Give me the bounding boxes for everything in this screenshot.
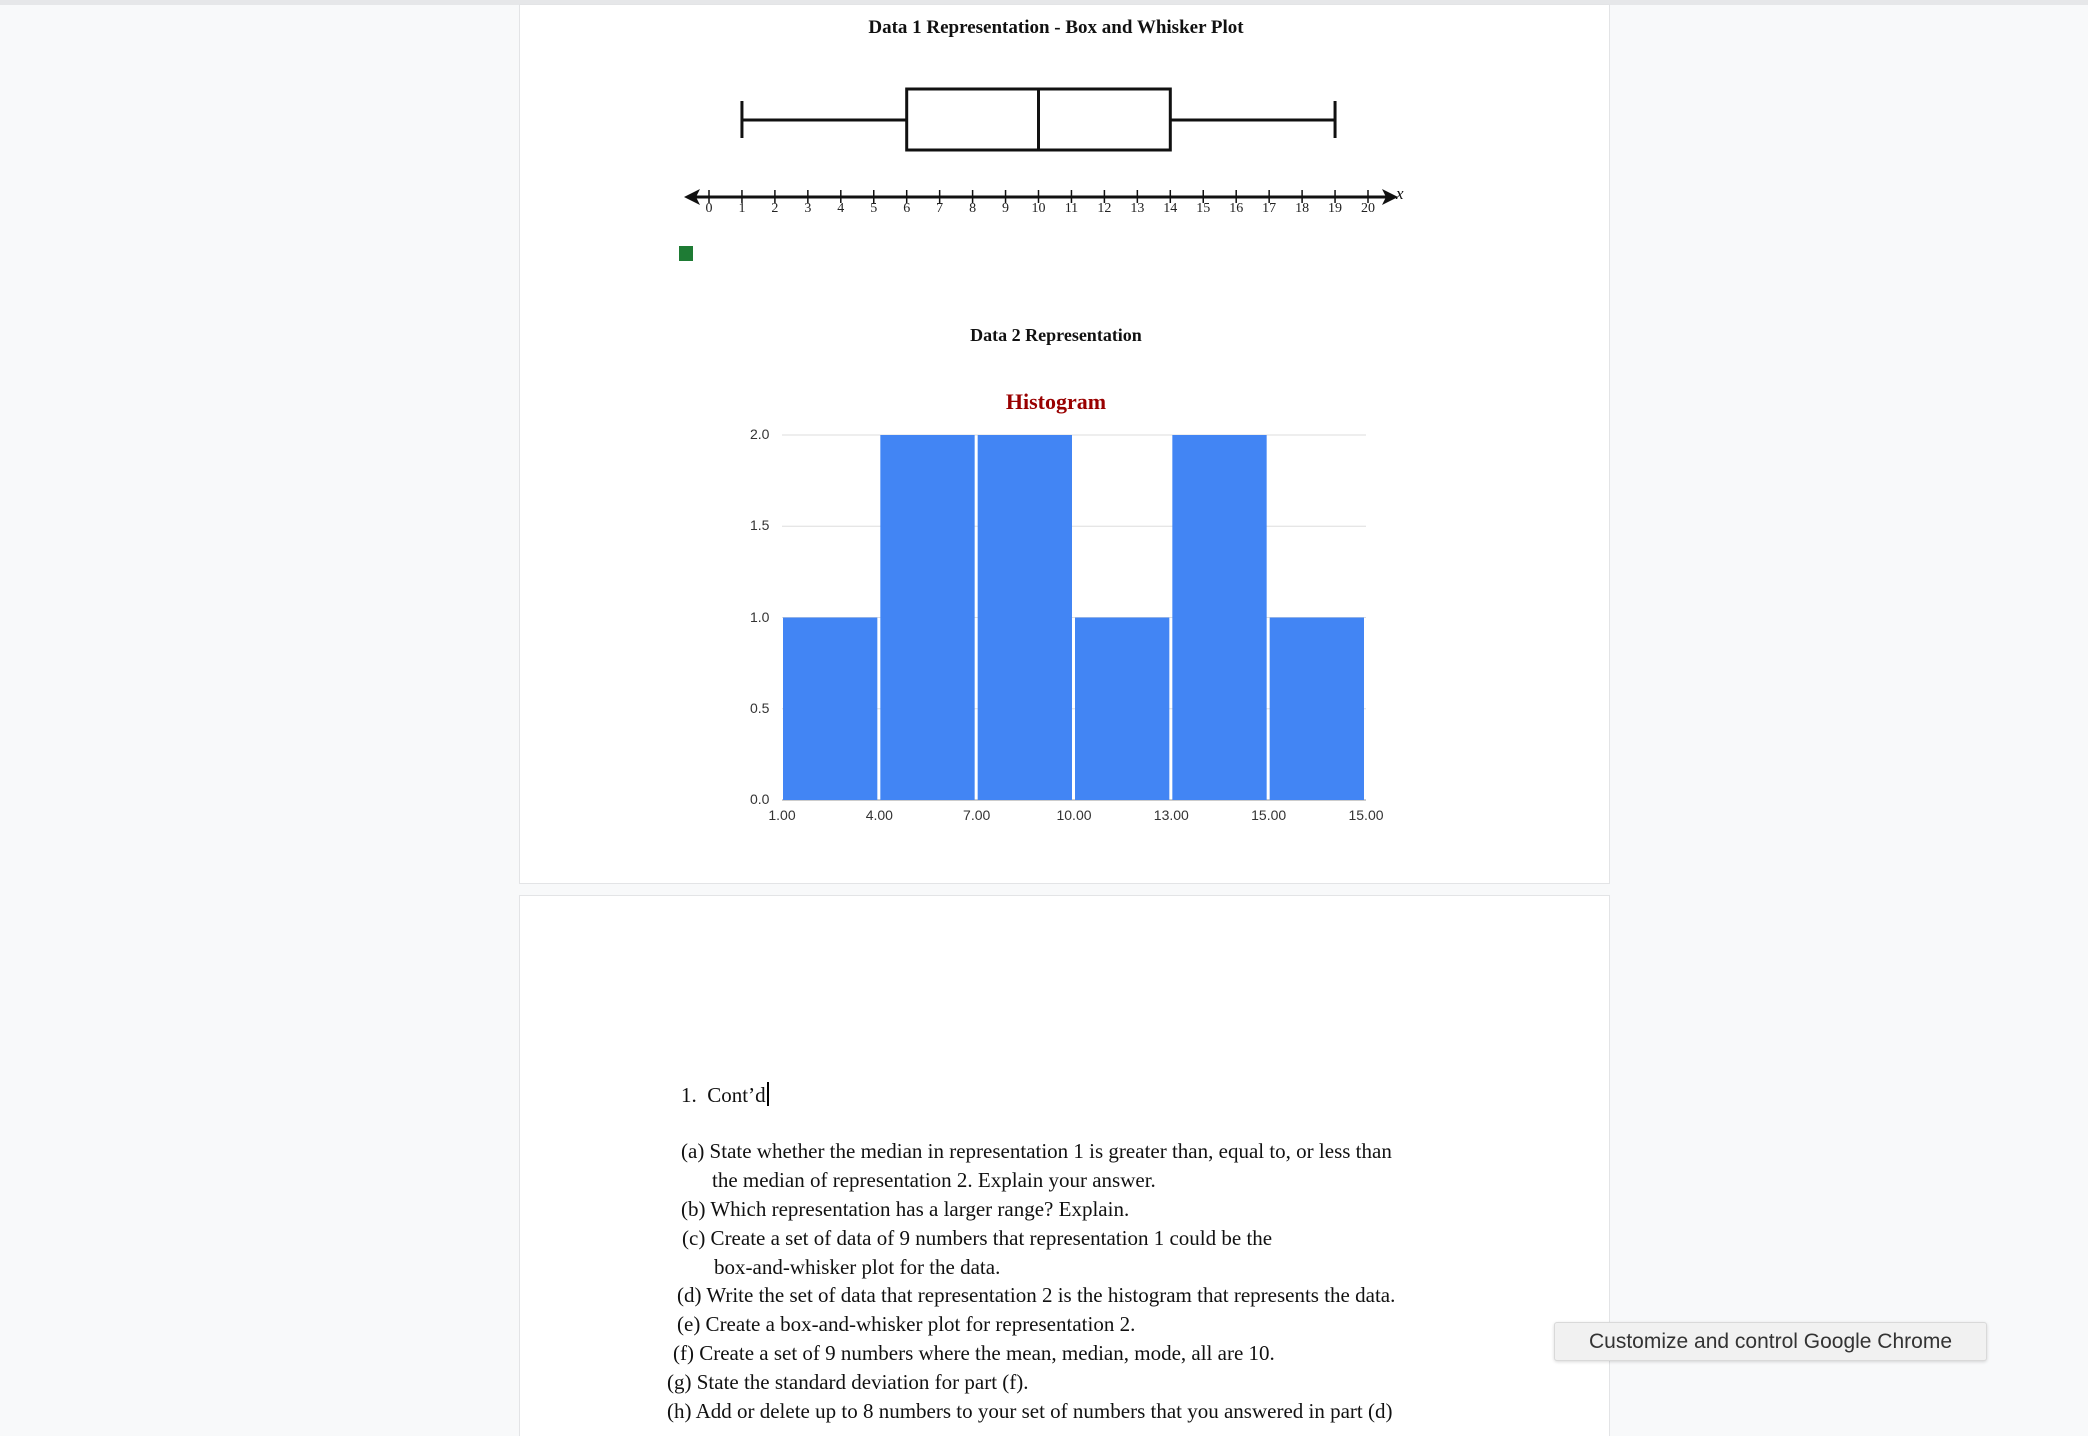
histogram-bar <box>1075 618 1169 801</box>
box-plot-title: Data 1 Representation - Box and Whisker Plot <box>868 17 1244 38</box>
axis-tick-label: 12 <box>1097 201 1112 216</box>
histogram-bar <box>1270 618 1364 801</box>
histogram-bar <box>978 435 1072 800</box>
axis-tick-label: 14 <box>1163 201 1178 216</box>
axis-tick-label: 2 <box>771 201 779 216</box>
question-c-cont: box-and-whisker plot for the data. <box>714 1255 1001 1279</box>
histogram-section-title: Data 2 Representation <box>970 325 1142 345</box>
x-tick-label: 15.00 <box>1251 807 1287 823</box>
histogram-title: Histogram <box>1005 389 1107 414</box>
axis-tick-label: 8 <box>969 201 977 216</box>
histogram-bar <box>1172 435 1266 800</box>
axis-tick-label: 16 <box>1229 201 1244 216</box>
x-tick-label: 10.00 <box>1056 807 1092 823</box>
x-tick-label: 15.00 <box>1348 807 1384 823</box>
question-heading[interactable] <box>681 1082 769 1108</box>
chrome-menu-tooltip: Customize and control Google Chrome <box>1554 1322 1987 1361</box>
axis-tick-label: 11 <box>1064 201 1079 216</box>
question-d: (d) Write the set of data that representation 2 is the histogram that represents the data. <box>677 1283 1396 1307</box>
axis-tick-label: 13 <box>1130 201 1145 216</box>
x-tick-label: 13.00 <box>1153 807 1189 823</box>
y-tick-label: 0.0 <box>750 791 770 807</box>
y-tick-label: 1.0 <box>750 608 770 625</box>
question-a: (a) State whether the median in representation 1 is greater than, equal to, or less than <box>681 1139 1392 1163</box>
axis-tick-label: 15 <box>1196 201 1211 216</box>
heading-text: Cont’d <box>707 1083 766 1107</box>
question-e: (e) Create a box-and-whisker plot for representation 2. <box>677 1312 1136 1336</box>
question-h: (h) Add or delete up to 8 numbers to your set of numbers that you answered in part (d) <box>667 1399 1393 1423</box>
question-a-cont: the median of representation 2. Explain your answer. <box>712 1168 1156 1192</box>
y-tick-label: 0.5 <box>750 699 770 716</box>
question-f: (f) Create a set of 9 numbers where the mean, median, mode, all are 10. <box>673 1341 1275 1365</box>
axis-variable-label: x <box>1396 184 1404 203</box>
heading-number: 1. <box>681 1083 697 1107</box>
question-c: (c) Create a set of data of 9 numbers that representation 1 could be the <box>682 1226 1273 1250</box>
axis-tick-label: 6 <box>903 201 911 216</box>
x-tick-label: 4.00 <box>865 807 893 823</box>
axis-tick-label: 10 <box>1031 201 1046 216</box>
axis-tick-label: 3 <box>804 201 812 216</box>
text-cursor <box>767 1082 769 1106</box>
histogram-bar <box>880 435 974 800</box>
axis-tick-label: 4 <box>837 201 845 216</box>
axis-tick-label: 9 <box>1002 201 1010 216</box>
question-b: (b) Which representation has a larger range? Explain. <box>681 1197 1130 1221</box>
axis-tick-label: 20 <box>1361 201 1375 216</box>
axis-tick-label: 1 <box>738 201 746 216</box>
axis-tick-label: 7 <box>936 201 944 216</box>
axis-tick-label: 17 <box>1262 201 1277 216</box>
x-tick-label: 1.00 <box>768 807 796 823</box>
axis-tick-label: 0 <box>705 201 713 216</box>
y-tick-label: 1.5 <box>750 517 770 534</box>
axis-tick-label: 19 <box>1328 201 1343 216</box>
axis-tick-label: 5 <box>870 201 878 216</box>
histogram-bar <box>783 618 877 801</box>
axis-tick-label: 18 <box>1295 201 1310 216</box>
y-tick-label: 2.0 <box>750 426 770 442</box>
question-g: (g) State the standard deviation for part (f). <box>667 1370 1029 1394</box>
x-tick-label: 7.00 <box>963 807 991 823</box>
